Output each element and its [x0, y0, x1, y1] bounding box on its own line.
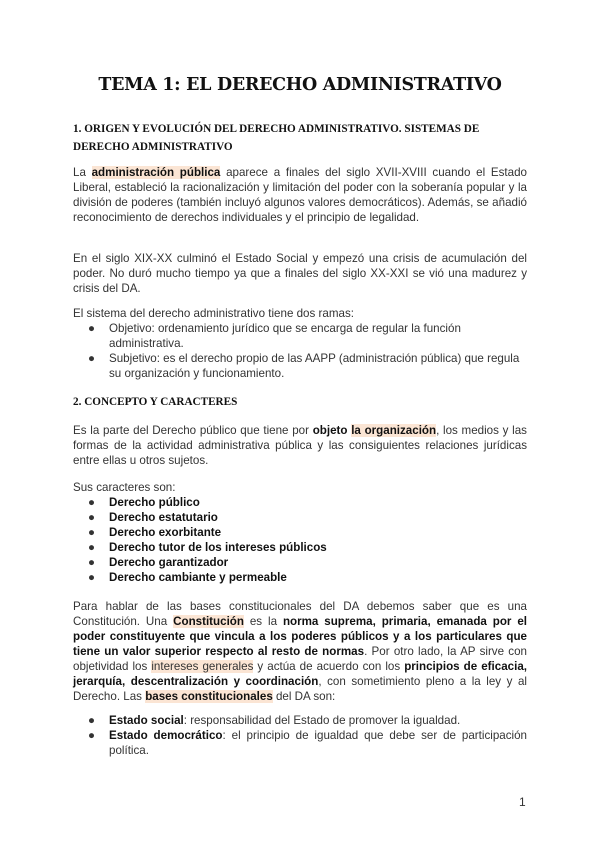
list-item	[73, 713, 527, 728]
text-run: aparece a finales del siglo XVII-XVIII cuando el Estado Liberal, estableció la racionalización y limitación del poder con la soberanía popular y la división de poderes (también incluyó algunos valores democráticos). Además, se añadió reconocimiento de derechos individuales y el principio de legalidad.	[73, 166, 527, 224]
list-item-text: Objetivo: ordenamiento jurídico que se encarga de regular la función administrativa.	[109, 322, 461, 350]
list-item	[73, 321, 527, 351]
list-item	[73, 728, 527, 758]
list-item	[73, 540, 527, 555]
bullet-icon: ●	[88, 511, 96, 524]
highlight-intereses-generales: intereses generales	[151, 660, 254, 673]
bullet-icon: ●	[88, 322, 96, 335]
bullet-icon: ●	[88, 714, 96, 727]
section-1-heading: 1. ORIGEN Y EVOLUCIÓN DEL DERECHO ADMINISTRATIVO. SISTEMAS DE DERECHO ADMINISTRATIVO	[73, 123, 480, 153]
list-item	[73, 351, 527, 381]
list-item	[73, 510, 527, 525]
document-title: TEMA 1: EL DERECHO ADMINISTRATIVO	[98, 75, 502, 95]
list-item	[73, 570, 527, 585]
bullet-icon: ●	[88, 541, 96, 554]
bullet-icon: ●	[88, 496, 96, 509]
bold-term: principios de eficacia, jerarquía, descentralización y coordinación	[73, 660, 527, 688]
highlight-administracion-publica	[92, 166, 221, 179]
list-item-text: Derecho tutor de los intereses públicos	[109, 541, 327, 554]
list-item-text: Subjetivo: es el derecho propio de las AAPP (administración pública) que regula su organización y funcionamiento.	[109, 352, 520, 380]
bold-term: norma suprema, primaria, emanada por el poder constituyente que vincula a los poderes públicos y a los particulares que tiene un valor superior respecto al resto de normas	[73, 615, 528, 658]
list-item-text: Derecho cambiante y permeable	[109, 571, 287, 584]
section-2-paragraph-1	[73, 423, 527, 468]
list-item-term: Estado democrático	[109, 729, 223, 742]
text-run: , los medios y las formas de la actividad administrativa pública y las consiguientes relaciones jurídicas entre ellas u otros sujetos.	[73, 424, 527, 467]
list-item	[73, 555, 527, 570]
list-item	[73, 525, 527, 540]
bullet-icon: ●	[88, 729, 96, 742]
highlight-la-organizacion	[351, 424, 436, 437]
list-item	[73, 495, 527, 510]
bullet-icon: ●	[88, 352, 96, 365]
list-item-text: Derecho público	[109, 496, 200, 509]
text-run: Es la parte del Derecho público que tiene por	[73, 424, 313, 437]
page-number: 1	[519, 795, 526, 809]
text-run: y actúa de acuerdo con los	[253, 660, 405, 673]
section-1-paragraph-2: En el siglo XIX-XX culminó el Estado Social y empezó una crisis de acumulación del poder. No duró mucho tiempo ya que a finales del siglo XX-XXI se vió una madurez y crisis del DA.	[73, 252, 527, 295]
bold-term: objeto	[312, 424, 348, 437]
bold-term: administración pública	[91, 166, 221, 179]
list-item-text: Derecho exorbitante	[109, 526, 222, 539]
ramas-list	[73, 321, 527, 381]
highlight-constitucion	[173, 615, 244, 628]
caracteres-intro: Sus caracteres son:	[73, 481, 176, 494]
text-run: del DA son:	[272, 690, 336, 703]
bases-list	[73, 713, 527, 758]
list-item-text: : responsabilidad del Estado de promover la igualdad.	[183, 714, 461, 727]
text-run: , con sometimiento pleno a la ley y al Derecho. Las	[73, 675, 527, 703]
list-item-text: Derecho garantizador	[109, 556, 229, 569]
text-run: . Por otro lado, la AP sirve con objetividad los	[73, 645, 527, 673]
list-item-term: Estado social	[109, 714, 184, 727]
bullet-icon: ●	[88, 526, 96, 539]
text-run: Para hablar de las bases constitucionales del DA debemos saber que es una Constitución. Una	[73, 600, 527, 628]
bullet-icon: ●	[88, 556, 96, 569]
list-item-text: Derecho estatutario	[109, 511, 218, 524]
bullet-icon: ●	[88, 571, 96, 584]
section-2-heading: 2. CONCEPTO Y CARACTERES	[73, 396, 238, 408]
list-item-text: : el principio de igualdad que debe ser de participación política.	[109, 729, 527, 757]
caracteres-list	[73, 495, 527, 585]
bold-term: bases constitucionales	[145, 690, 273, 703]
bold-term: la organización	[351, 424, 437, 437]
text-run: La	[73, 166, 92, 179]
highlight-bases-constitucionales	[145, 690, 273, 703]
section-1-paragraph-3: El sistema del derecho administrativo tiene dos ramas:	[73, 307, 354, 320]
section-1-paragraph-1	[73, 165, 527, 225]
bold-term: Constitución	[173, 615, 244, 628]
section-2-paragraph-3	[73, 599, 527, 704]
text-run: es la	[243, 615, 283, 628]
